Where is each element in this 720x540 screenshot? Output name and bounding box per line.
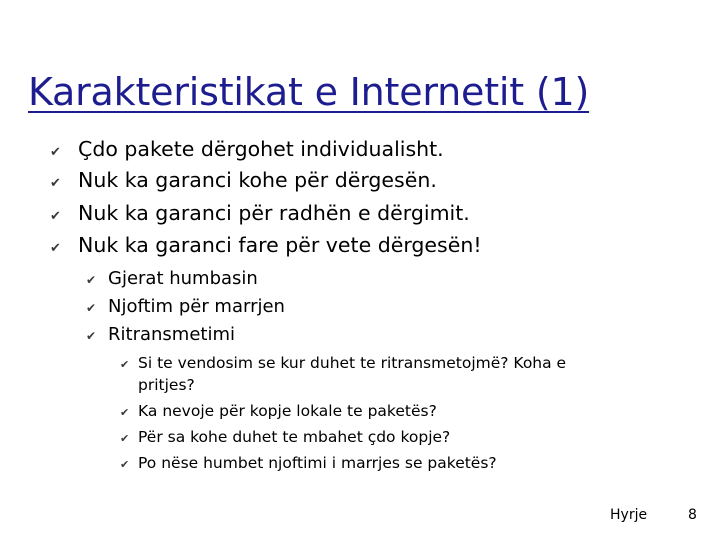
checkmark-v-icon: ✔ [86,329,97,343]
sub-bullet-text: Gjerat humbasin [108,268,258,289]
checkmark-v-icon: ✔ [86,301,97,315]
sub-sub-bullet-continuation: pritjes? [138,376,195,394]
checkmark-v-icon: ✔ [50,241,61,256]
sub-sub-bullet-text: Për sa kohe duhet te mbahet çdo kopje? [138,428,451,446]
page-number: 8 [688,507,697,523]
checkmark-v-icon: ✔ [50,176,61,191]
checkmark-v-icon: ✔ [86,273,97,287]
footer-section-label: Hyrje [610,507,648,523]
bullet-text: Nuk ka garanci për radhën e dërgimit. [78,201,470,225]
sub-sub-bullet-text: Si te vendosim se kur duhet te ritransmetojmë? Koha e [138,354,567,372]
bullet-item [50,201,470,225]
bullet-item [50,168,437,192]
sub-sub-bullet-text: Ka nevoje për kopje lokale te paketës? [138,402,437,420]
checkmark-v-icon: ✔ [50,209,61,224]
sub-bullet-item [86,296,285,317]
sub-sub-bullet-item [120,428,450,446]
checkmark-v-icon: ✔ [120,432,130,445]
checkmark-v-icon: ✔ [120,406,130,419]
sub-bullet-text: Njoftim për marrjen [108,296,285,317]
bullet-text: Çdo pakete dërgohet individualisht. [78,137,444,161]
sub-bullet-text: Ritransmetimi [108,324,235,345]
sub-sub-bullet-text: Po nëse humbet njoftimi i marrjes se paketës? [138,454,497,472]
bullet-item [50,137,444,161]
bullet-text: Nuk ka garanci kohe për dërgesën. [78,168,437,192]
sub-sub-bullet-item [120,402,437,420]
slide-title: Karakteristikat e Internetit (1) [28,70,590,114]
sub-bullet-item [86,324,235,345]
checkmark-v-icon: ✔ [50,145,61,160]
bullet-item [50,233,482,257]
checkmark-v-icon: ✔ [120,358,130,371]
sub-bullet-item [86,268,258,289]
sub-sub-bullet-item [120,354,566,372]
bullet-text: Nuk ka garanci fare për vete dërgesën! [78,233,482,257]
sub-sub-bullet-item [120,454,497,472]
checkmark-v-icon: ✔ [120,458,130,471]
